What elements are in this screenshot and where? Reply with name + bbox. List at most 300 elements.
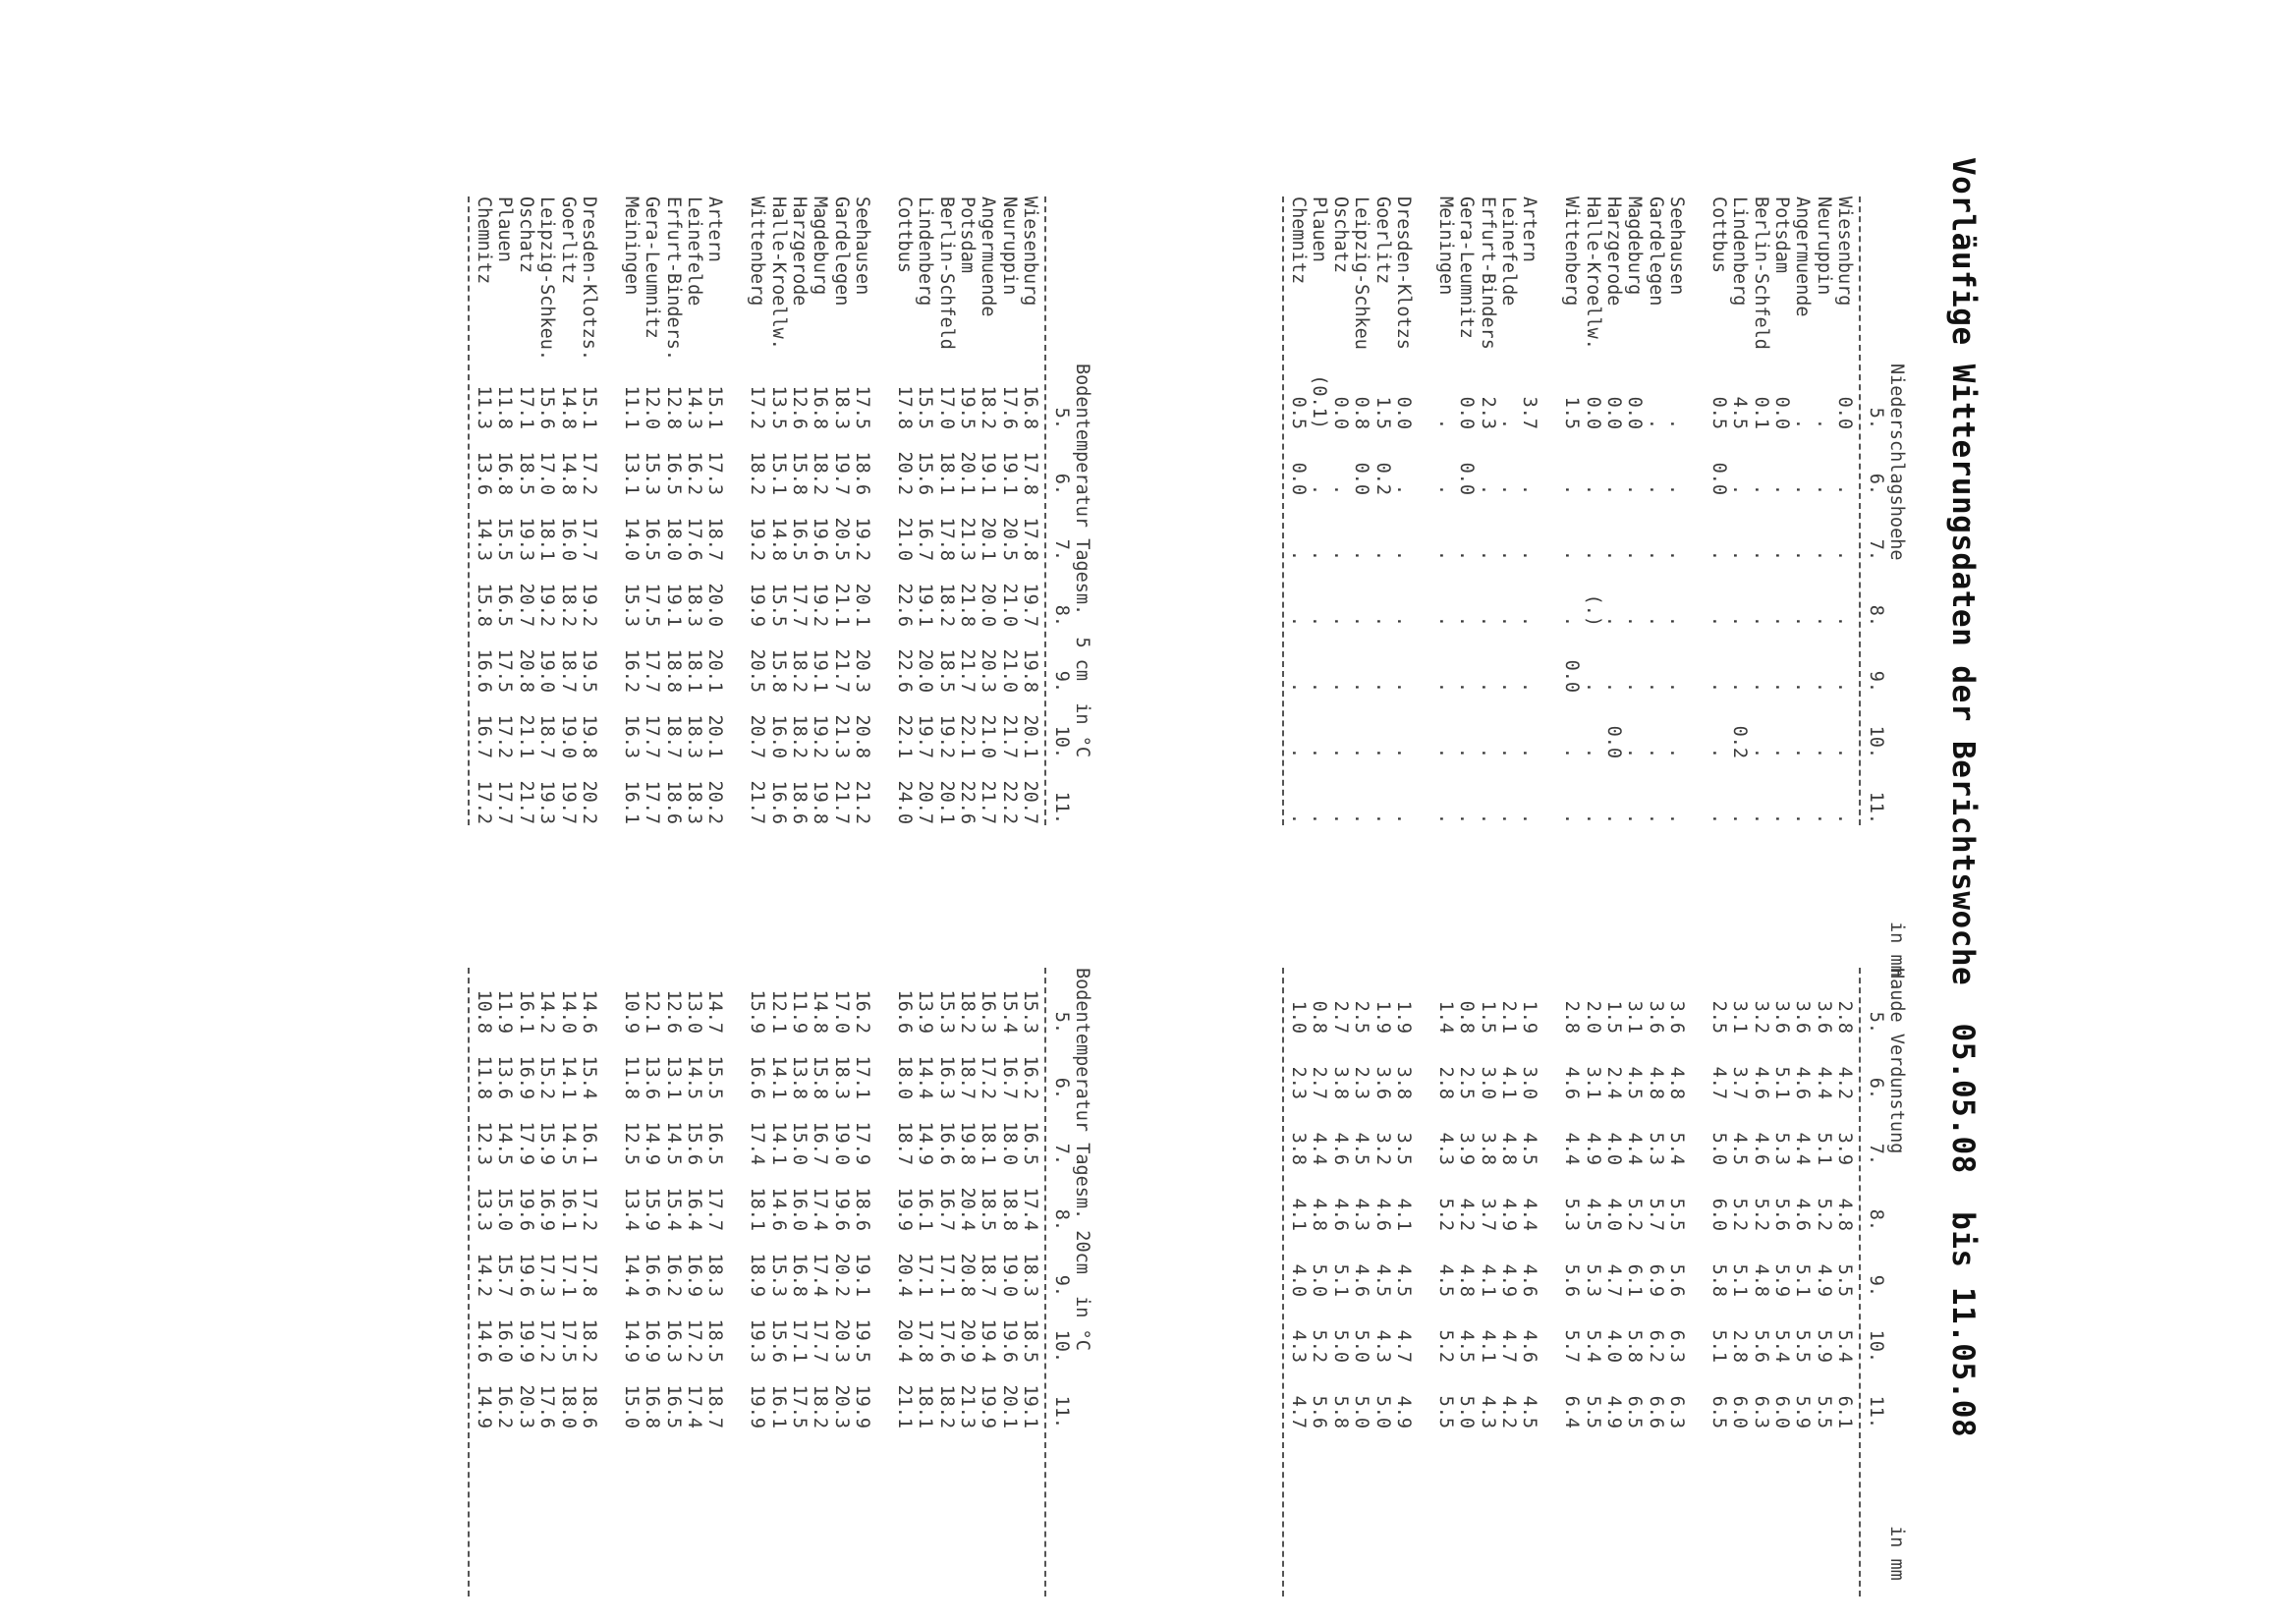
value-cell: .	[1645, 812, 1666, 824]
table-row	[1456, 968, 1477, 1596]
station-name: Oschatz	[515, 196, 536, 273]
value-cell: 3.1	[1624, 1000, 1646, 1034]
value-cell: 21.7	[830, 780, 852, 824]
value-cell: 19.1	[662, 583, 684, 627]
value-cell: .	[1834, 483, 1856, 495]
station-name: Artern	[1519, 196, 1540, 262]
table-row	[1371, 196, 1392, 977]
day-label: 9.	[1050, 670, 1072, 693]
value-cell: .	[1393, 615, 1415, 627]
table-row	[978, 196, 998, 825]
value-cell: .	[1771, 812, 1793, 824]
value-cell: (0.1)	[1309, 374, 1330, 429]
value-cell: 17.1	[788, 1318, 810, 1363]
value-cell: 4.0	[1288, 1263, 1310, 1297]
value-cell: 19.9	[893, 1187, 915, 1231]
table-caption	[1886, 968, 1907, 1596]
value-cell: 18.2	[810, 451, 831, 495]
value-cell: 18.2	[935, 583, 957, 627]
value-cell: 15.8	[474, 583, 495, 627]
value-cell: 5.3	[1561, 1198, 1583, 1231]
value-cell: 4.8	[1309, 1198, 1330, 1231]
station-name: Berlin-Schfeld	[935, 196, 957, 350]
value-cell: 20.4	[957, 1187, 979, 1231]
value-cell: .	[1750, 483, 1771, 495]
value-cell: 0.0	[1288, 462, 1310, 495]
day-label: 10.	[1050, 1329, 1072, 1363]
table-row	[915, 196, 935, 825]
value-cell: 15.1	[767, 451, 789, 495]
value-cell: 21.7	[515, 780, 536, 824]
value-cell: 4.1	[1288, 1198, 1310, 1231]
value-cell: 4.5	[1371, 1263, 1393, 1297]
value-cell: 17.3	[704, 451, 726, 495]
group-gap	[1539, 968, 1560, 1596]
table-row	[1834, 196, 1855, 977]
precipitation-table	[1278, 196, 1907, 977]
value-cell: 16.0	[767, 714, 789, 758]
value-cell: 3.8	[1477, 1132, 1498, 1165]
station-name: Meiningen	[1434, 196, 1456, 296]
value-cell: 14.8	[557, 385, 579, 429]
value-cell: 20.2	[830, 1253, 852, 1297]
value-cell: 6.0	[1707, 1198, 1729, 1231]
value-cell: .	[1602, 812, 1624, 824]
value-cell: .	[1329, 615, 1351, 627]
value-cell: .	[1624, 483, 1646, 495]
value-cell: 3.6	[1666, 1000, 1688, 1034]
value-cell: 20.8	[515, 648, 536, 693]
value-cell: 13.4	[620, 1187, 642, 1231]
day-label: 5.	[1050, 1011, 1072, 1034]
value-cell: 17.2	[683, 1318, 704, 1363]
value-cell: 16.7	[915, 517, 936, 561]
value-cell: 18.7	[536, 714, 558, 758]
value-cell: 14.6	[579, 989, 600, 1034]
value-cell: 17.5	[852, 385, 873, 429]
value-cell: .	[1519, 483, 1540, 495]
value-cell: 6.3	[1666, 1395, 1688, 1428]
value-cell: 6.3	[1750, 1395, 1771, 1428]
value-cell: 18.2	[810, 1384, 831, 1428]
value-cell: 19.6	[830, 1187, 852, 1231]
value-cell: .	[1666, 483, 1688, 495]
value-cell: 5.1	[1813, 1132, 1834, 1165]
value-cell: 19.0	[557, 714, 579, 758]
value-cell: 0.5	[1707, 396, 1729, 429]
value-cell: 4.5	[1393, 1263, 1415, 1297]
value-cell: 19.1	[915, 583, 936, 627]
value-cell: 21.0	[998, 648, 1020, 693]
table-row	[684, 196, 704, 825]
value-cell: 17.0	[830, 989, 852, 1034]
value-cell: 5.4	[1771, 1329, 1793, 1363]
value-cell: 5.6	[1309, 1395, 1330, 1428]
value-cell: 14.8	[557, 451, 579, 495]
value-cell: 21.7	[978, 780, 999, 824]
value-cell: 21.1	[515, 714, 536, 758]
station-name: Halle-Kroellw.	[1582, 196, 1603, 350]
table-row	[515, 196, 535, 825]
value-cell: .	[1707, 615, 1729, 627]
value-cell: 4.6	[1519, 1329, 1540, 1363]
table-row	[915, 968, 935, 1596]
day-label: 6.	[1050, 1077, 1072, 1099]
value-cell: 3.5	[1393, 1132, 1415, 1165]
value-cell: .	[1519, 747, 1540, 758]
value-cell: 12.0	[642, 385, 663, 429]
dashed-rule	[1044, 968, 1046, 1596]
table-row	[1020, 968, 1040, 1596]
table-row	[1582, 968, 1602, 1596]
value-cell: 4.6	[1329, 1198, 1351, 1231]
value-cell: 18.3	[830, 1055, 852, 1099]
table-row	[1813, 196, 1833, 977]
value-cell: 18.7	[893, 1121, 915, 1165]
table-row	[1666, 968, 1687, 1596]
value-cell: 4.5	[1624, 1066, 1646, 1099]
table-row	[474, 196, 494, 825]
value-cell: 4.9	[1602, 1395, 1624, 1428]
value-cell: 15.4	[579, 1055, 600, 1099]
value-cell: 4.8	[1750, 1263, 1771, 1297]
value-cell: 4.8	[1456, 1263, 1478, 1297]
value-cell: 17.7	[579, 517, 600, 561]
value-cell: .	[1351, 615, 1372, 627]
value-cell: 16.5	[788, 517, 810, 561]
value-cell: 5.1	[1771, 1066, 1793, 1099]
value-cell: 18.2	[935, 1384, 957, 1428]
value-cell: 1.4	[1434, 1000, 1456, 1034]
value-cell: 3.1	[1582, 1066, 1603, 1099]
value-cell: .	[1393, 483, 1415, 495]
value-cell: 3.6	[1371, 1066, 1393, 1099]
value-cell: .	[1497, 549, 1519, 561]
value-cell: 4.5	[1582, 1198, 1603, 1231]
value-cell: 6.1	[1624, 1263, 1646, 1297]
value-cell: 14.4	[620, 1253, 642, 1297]
value-cell: 4.6	[1371, 1198, 1393, 1231]
value-cell: 19.7	[1020, 583, 1041, 627]
value-cell: 16.1	[515, 989, 536, 1034]
value-cell: 18.5	[935, 648, 957, 693]
value-cell: 16.2	[662, 1253, 684, 1297]
value-cell: 21.1	[893, 1384, 915, 1428]
value-cell: 21.3	[957, 1384, 979, 1428]
station-name: Gardelegen	[830, 196, 852, 307]
value-cell: 5.8	[1329, 1395, 1351, 1428]
value-cell: 2.4	[1602, 1066, 1624, 1099]
value-cell: 19.1	[998, 451, 1020, 495]
station-name: Leipzig-Schkeu	[1351, 196, 1372, 350]
value-cell: 2.7	[1329, 1000, 1351, 1034]
table-caption	[1072, 196, 1092, 825]
value-cell: 15.6	[536, 385, 558, 429]
value-cell: 6.0	[1729, 1395, 1751, 1428]
value-cell: .	[1602, 549, 1624, 561]
value-cell: 16.3	[978, 989, 999, 1034]
value-cell: 16.9	[642, 1318, 663, 1363]
value-cell: 20.1	[957, 451, 979, 495]
value-cell: 18.3	[830, 385, 852, 429]
table-row	[935, 968, 956, 1596]
value-cell: 15.5	[494, 517, 516, 561]
table-row	[747, 968, 767, 1596]
value-cell: .	[1624, 747, 1646, 758]
value-cell: .	[1456, 549, 1478, 561]
value-cell: 18.1	[683, 648, 704, 693]
value-cell: 16.8	[1020, 385, 1041, 429]
value-cell: 12.5	[620, 1121, 642, 1165]
value-cell: .	[1645, 747, 1666, 758]
value-cell: 17.2	[536, 1318, 558, 1363]
value-cell: .	[1477, 747, 1498, 758]
value-cell: 0.0	[1834, 396, 1856, 429]
value-cell: .	[1309, 615, 1330, 627]
value-cell: 16.0	[557, 517, 579, 561]
value-cell: .	[1434, 483, 1456, 495]
value-cell: 17.7	[788, 583, 810, 627]
station-name: Goerlitz	[557, 196, 579, 285]
value-cell: 17.9	[515, 1121, 536, 1165]
value-cell: 3.9	[1834, 1132, 1856, 1165]
value-cell: .	[1434, 418, 1456, 429]
value-cell: 18.0	[662, 517, 684, 561]
value-cell: 4.1	[1477, 1263, 1498, 1297]
value-cell: 18.5	[515, 451, 536, 495]
table-row	[1309, 968, 1329, 1596]
value-cell: 4.0	[1602, 1132, 1624, 1165]
station-name: Oschatz	[1329, 196, 1351, 273]
value-cell: 16.6	[893, 989, 915, 1034]
table-row	[957, 968, 978, 1596]
value-cell: 14.6	[767, 1187, 789, 1231]
value-cell: 6.5	[1707, 1395, 1729, 1428]
value-cell: 15.0	[620, 1384, 642, 1428]
day-header	[1865, 968, 1885, 1596]
value-cell: .	[1707, 812, 1729, 824]
value-cell: 24.0	[893, 780, 915, 824]
value-cell: 20.1	[978, 517, 999, 561]
table-row	[1750, 968, 1770, 1596]
value-cell: 0.0	[1771, 396, 1793, 429]
value-cell: .	[1351, 681, 1372, 693]
value-cell: 20.1	[704, 648, 726, 693]
dashed-rule-bottom	[1282, 196, 1284, 825]
value-cell: .	[1729, 681, 1751, 693]
value-cell: 13.5	[767, 385, 789, 429]
table-caption	[1072, 968, 1092, 1596]
value-cell: 13.0	[683, 989, 704, 1034]
value-cell: 14.1	[767, 1121, 789, 1165]
value-cell: 3.2	[1750, 1000, 1771, 1034]
value-cell: 11.9	[788, 989, 810, 1034]
value-cell: 16.6	[474, 648, 495, 693]
table-row	[1498, 196, 1519, 977]
value-cell: 2.0	[1582, 1000, 1603, 1034]
value-cell: 12.8	[662, 385, 684, 429]
value-cell: 21.3	[957, 517, 979, 561]
value-cell: 13.6	[642, 1055, 663, 1099]
value-cell: 11.3	[474, 385, 495, 429]
value-cell: 20.4	[893, 1318, 915, 1363]
value-cell: 4.5	[1519, 1132, 1540, 1165]
table-row	[810, 968, 830, 1596]
value-cell: 15.6	[915, 451, 936, 495]
value-cell: 18.7	[662, 714, 684, 758]
value-cell: 5.5	[1792, 1329, 1814, 1363]
value-cell: 0.0	[1624, 396, 1646, 429]
value-cell: .	[1497, 681, 1519, 693]
value-cell: 20.7	[515, 583, 536, 627]
value-cell: 18.6	[788, 780, 810, 824]
value-cell: 5.2	[1813, 1198, 1834, 1231]
value-cell: 14.3	[683, 385, 704, 429]
value-cell: 14.4	[915, 1055, 936, 1099]
value-cell: 4.5	[1351, 1132, 1372, 1165]
value-cell: .	[1582, 549, 1603, 561]
value-cell: 18.1	[915, 1384, 936, 1428]
value-cell: 5.1	[1792, 1263, 1814, 1297]
station-name: Harzgerode	[1602, 196, 1624, 307]
value-cell: 19.1	[852, 1253, 873, 1297]
station-name: Chemnitz	[1288, 196, 1310, 285]
value-cell: .	[1666, 812, 1688, 824]
value-cell: 18.3	[683, 583, 704, 627]
value-cell: 13.6	[494, 1055, 516, 1099]
value-cell: 16.7	[810, 1121, 831, 1165]
value-cell: 19.0	[998, 1253, 1020, 1297]
value-cell: 4.5	[1519, 1395, 1540, 1428]
value-cell: 17.6	[683, 517, 704, 561]
value-cell: 18.6	[579, 1384, 600, 1428]
value-cell: 4.9	[1582, 1132, 1603, 1165]
table-row	[1771, 968, 1792, 1596]
value-cell: .	[1456, 812, 1478, 824]
value-cell: 4.1	[1497, 1066, 1519, 1099]
value-cell: 0.0	[1707, 462, 1729, 495]
station-name: Leinefelde	[1497, 196, 1519, 307]
value-cell: 19.6	[810, 517, 831, 561]
value-cell: .	[1434, 681, 1456, 693]
value-cell: 19.5	[957, 385, 979, 429]
value-cell: 15.0	[494, 1187, 516, 1231]
value-cell: .	[1834, 747, 1856, 758]
table-row	[1519, 196, 1539, 977]
station-name: Gardelegen	[1645, 196, 1666, 307]
value-cell: 14.5	[683, 1055, 704, 1099]
value-cell: 4.4	[1813, 1066, 1834, 1099]
value-cell: 6.5	[1624, 1395, 1646, 1428]
value-cell: 15.8	[788, 451, 810, 495]
table-row	[1371, 968, 1392, 1596]
value-cell: 11.1	[620, 385, 642, 429]
day-label: 10.	[1050, 725, 1072, 758]
value-cell: .	[1602, 483, 1624, 495]
value-cell: .	[1371, 812, 1393, 824]
value-cell: .	[1456, 681, 1478, 693]
day-label: 8.	[1865, 604, 1886, 627]
value-cell: 16.0	[494, 1318, 516, 1363]
table-row	[1707, 196, 1728, 977]
value-cell: .	[1329, 681, 1351, 693]
table-row	[620, 196, 641, 825]
value-cell: 4.3	[1288, 1329, 1310, 1363]
value-cell: 4.3	[1434, 1132, 1456, 1165]
value-cell: 6.0	[1771, 1395, 1793, 1428]
value-cell: 16.2	[494, 1384, 516, 1428]
caption-text: Haude Verdunstung in mm	[1886, 968, 1907, 1581]
value-cell: 18.2	[579, 1318, 600, 1363]
dashed-rule-bottom	[468, 968, 470, 1596]
value-cell: 4.6	[1750, 1132, 1771, 1165]
value-cell: 12.6	[788, 385, 810, 429]
station-name: Seehausen	[1666, 196, 1688, 296]
value-cell: 16.1	[767, 1384, 789, 1428]
value-cell: .	[1813, 418, 1834, 429]
value-cell: 3.6	[1771, 1000, 1793, 1034]
table-row	[579, 196, 599, 825]
value-cell: 19.1	[810, 648, 831, 693]
value-cell: 0.8	[1351, 396, 1372, 429]
value-cell: 4.6	[1792, 1066, 1814, 1099]
value-cell: 18.0	[893, 1055, 915, 1099]
value-cell: 19.2	[852, 517, 873, 561]
table-row	[1456, 196, 1477, 977]
soil-temp-20cm-table	[464, 968, 1092, 1596]
value-cell: .	[1329, 747, 1351, 758]
table-row	[1645, 968, 1665, 1596]
value-cell: 5.2	[1434, 1198, 1456, 1231]
value-cell: 5.2	[1729, 1198, 1751, 1231]
value-cell: 15.5	[704, 1055, 726, 1099]
value-cell: 4.3	[1477, 1395, 1498, 1428]
value-cell: 0.0	[1329, 396, 1351, 429]
value-cell: 12.1	[642, 989, 663, 1034]
value-cell: 19.9	[747, 583, 768, 627]
value-cell: 17.1	[915, 1253, 936, 1297]
value-cell: 2.1	[1497, 1000, 1519, 1034]
value-cell: 15.1	[579, 385, 600, 429]
value-cell: 0.0	[1456, 462, 1478, 495]
value-cell: 4.6	[1329, 1132, 1351, 1165]
value-cell: 18.2	[788, 648, 810, 693]
value-cell: .	[1351, 747, 1372, 758]
day-label: 10.	[1865, 1329, 1886, 1363]
station-name: Leinefelde	[683, 196, 704, 307]
station-name: Harzgerode	[788, 196, 810, 307]
value-cell: 20.3	[515, 1384, 536, 1428]
value-cell: 15.0	[788, 1121, 810, 1165]
value-cell: 5.2	[1309, 1329, 1330, 1363]
value-cell: .	[1729, 549, 1751, 561]
table-row	[1351, 196, 1371, 977]
value-cell: 3.8	[1288, 1132, 1310, 1165]
value-cell: 20.1	[998, 1384, 1020, 1428]
value-cell: 16.1	[915, 1187, 936, 1231]
value-cell: 6.4	[1561, 1395, 1583, 1428]
value-cell: 14.5	[494, 1121, 516, 1165]
value-cell: 17.0	[935, 385, 957, 429]
value-cell: 4.7	[1288, 1395, 1310, 1428]
value-cell: 5.9	[1792, 1395, 1814, 1428]
value-cell: 13.1	[620, 451, 642, 495]
value-cell: 11.8	[474, 1055, 495, 1099]
value-cell: 0.1	[1750, 396, 1771, 429]
value-cell: 16.6	[767, 780, 789, 824]
value-cell: 5.0	[1309, 1263, 1330, 1297]
value-cell: 15.7	[494, 1253, 516, 1297]
